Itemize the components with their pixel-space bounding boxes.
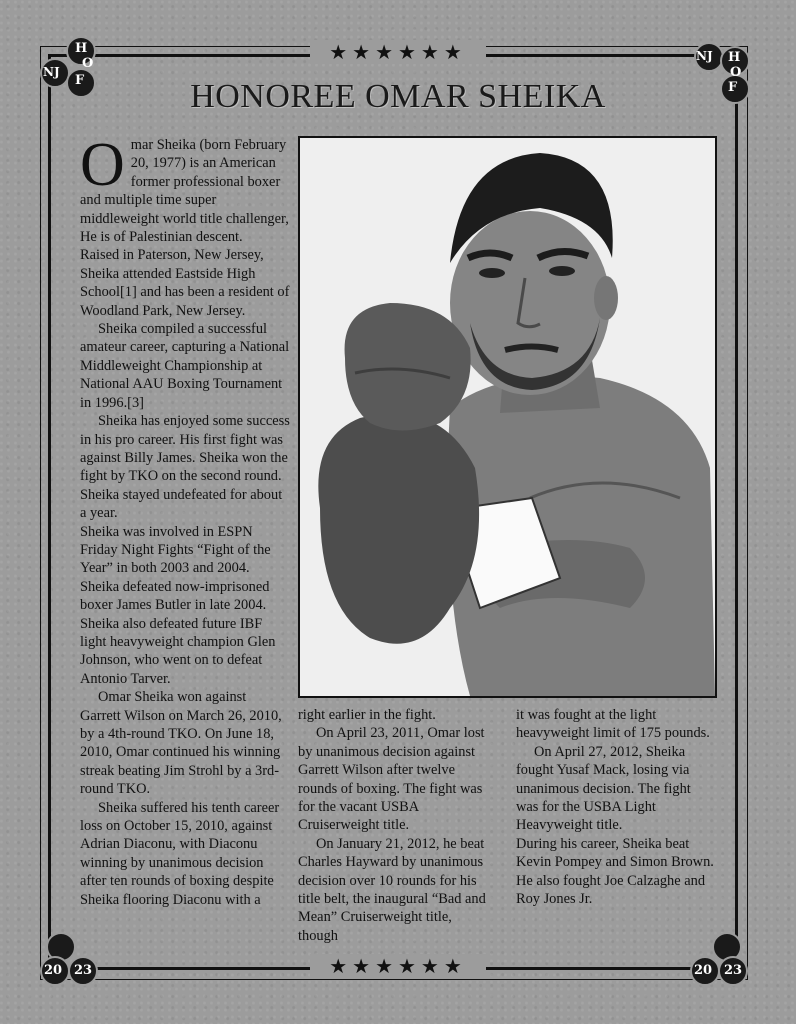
boxer-portrait-illustration <box>300 138 715 696</box>
paragraph: Sheika has enjoyed some success in his pro career. His first fight was against Billy James. Sheika won the fight by TKO on the second round. Sheika stayed undefeated for about a year. <box>80 413 290 522</box>
boxer-portrait-photo <box>298 136 717 698</box>
logo-letters-nj: NJ <box>696 49 713 63</box>
article-column-2 <box>298 706 494 945</box>
article-column-3 <box>516 706 716 908</box>
paragraph: On April 27, 2012, Sheika fought Yusaf Mack, losing via unanimous decision. The fight was for the USBA Light Heavyweight title. <box>516 743 691 834</box>
drop-cap: O <box>80 131 125 199</box>
star-row-bottom: ★★★★★★ <box>310 954 486 978</box>
logo-letter-o: O <box>730 65 742 80</box>
paragraph: Omar Sheika won against Garrett Wilson on March 26, 2010, by a 4th-round TKO. On June 18, 2010, Omar continued his winning streak beating Jim Strohl by a 3rd-round TKO. <box>80 689 282 798</box>
logo-letters-nj: NJ <box>43 65 60 79</box>
paragraph: Raised in Paterson, New Jersey, Sheika attended Eastside High School[1] and has been a resident of Woodland Park, New Jersey. <box>80 247 290 319</box>
paragraph: it was fought at the light heavyweight limit of 175 pounds. <box>516 707 710 742</box>
paragraph: On January 21, 2012, he beat Charles Hayward by unanimous decision over 10 rounds for his title belt, the inaugural “Bad and Mean” Cruiserweight title, though <box>298 835 486 944</box>
year-part-20: 20 <box>694 963 713 978</box>
logo-letter-h: H <box>728 50 741 65</box>
article-column-1 <box>80 131 290 909</box>
paragraph-text: mar Sheika (born February 20, 1977) is an American former professional boxer and multiple time super middleweight world title challenger, He is of Palestinian descent. <box>80 137 289 246</box>
paragraph: During his career, Sheika beat Kevin Pompey and Simon Brown. He also fought Joe Calzaghe and Roy Jones Jr. <box>516 835 714 908</box>
year-part-20: 20 <box>44 963 63 978</box>
year-part-23: 23 <box>724 963 743 978</box>
paragraph: Sheika compiled a successful amateur career, capturing a National Middleweight Championship at National AAU Boxing Tournament in 1996.[3] <box>80 321 290 411</box>
paragraph: Sheika was involved in ESPN Friday Night Fights “Fight of the Year” in both 2003 and 2004. Sheika defeated now-imprisoned boxer James Butler in late 2004. Sheika also defeated future IBF light heavyweight champion Glen Johnson, who went on to defeat Antonio Tarver. <box>80 523 276 687</box>
paragraph: right earlier in the fight. <box>298 707 436 723</box>
year-part-23: 23 <box>74 963 93 978</box>
star-row-top: ★★★★★★ <box>310 40 486 64</box>
paragraph: On April 23, 2011, Omar lost by unanimous decision against Garrett Wilson after twelve rounds of boxing. The fight was for the vacant USBA Cruiserweight title. <box>298 725 485 834</box>
year-badge-bottom-right <box>688 930 752 994</box>
logo-letter-f: F <box>75 73 85 88</box>
logo-letter-f: F <box>728 80 738 95</box>
page-title: HONOREE OMAR SHEIKA <box>190 78 606 115</box>
logo-letter-o: O <box>82 56 94 71</box>
paragraph: Sheika suffered his tenth career loss on October 15, 2010, against Adrian Diaconu, with Diaconu winning by unanimous decision after ten rounds of boxing despite Sheika flooring Diaconu with a <box>80 799 280 908</box>
year-badge-bottom-left <box>38 930 102 994</box>
logo-letter-h: H <box>75 41 88 56</box>
paragraph-intro <box>80 131 290 246</box>
